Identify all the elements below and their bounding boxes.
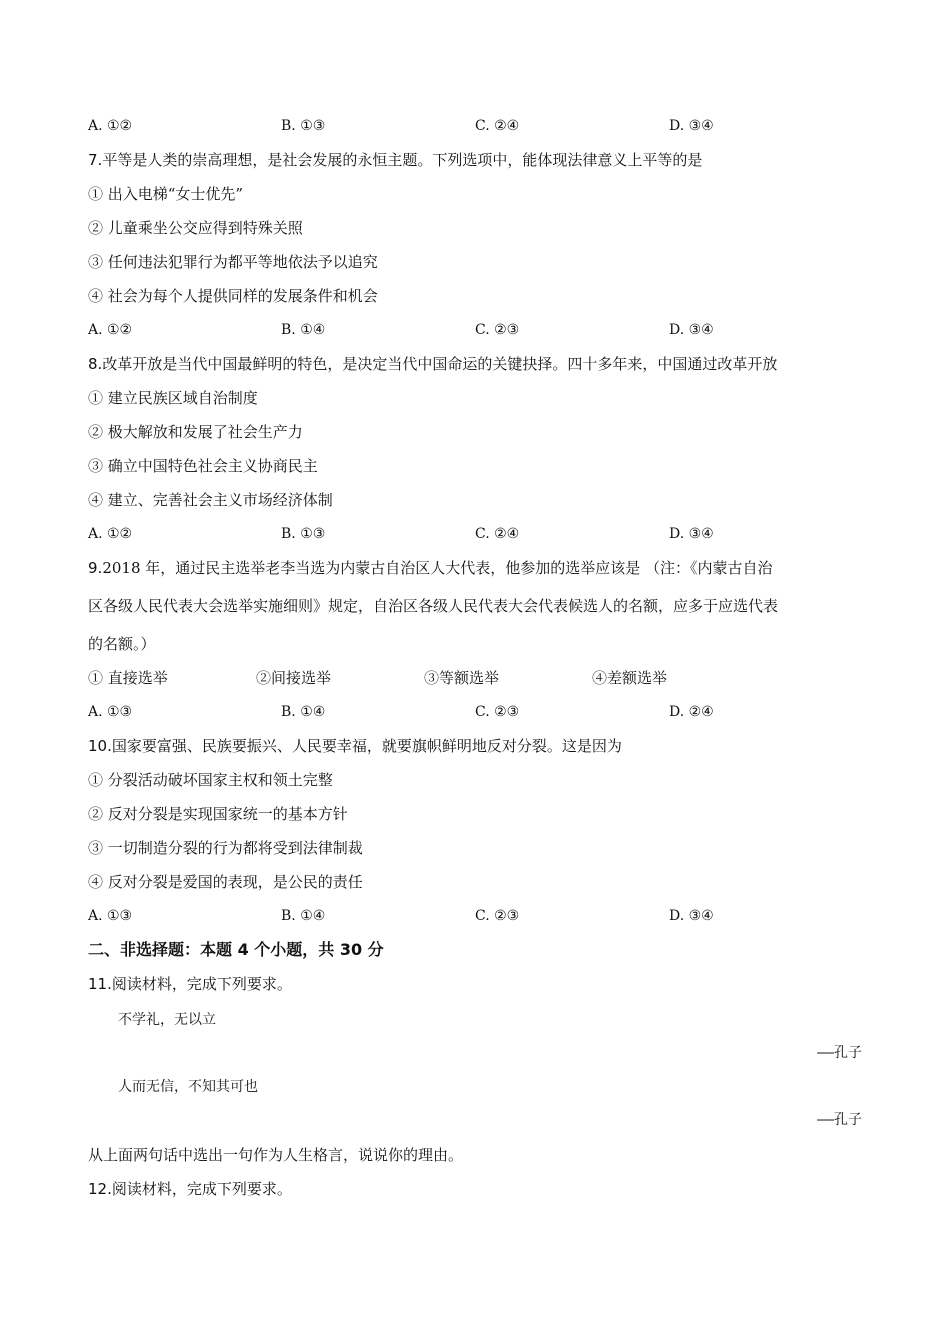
- q10-item-4: ④ 反对分裂是爱国的表现，是公民的责任: [88, 873, 363, 891]
- q10-item-2: ② 反对分裂是实现国家统一的基本方针: [88, 805, 348, 823]
- q9-item-2: ②间接选举: [256, 669, 332, 687]
- q10-number: 10.: [88, 737, 112, 755]
- q9-option-d: D. ②④: [669, 704, 714, 720]
- q7-item-1: ① 出入电梯“女士优先”: [88, 185, 244, 203]
- q6-option-d: D. ③④: [669, 118, 714, 134]
- q8-item-4: ④ 建立、完善社会主义市场经济体制: [88, 491, 333, 509]
- q8-option-b: B. ①③: [281, 526, 326, 542]
- q7-option-d: D. ③④: [669, 322, 714, 338]
- q11-attribution-2: ——孔子: [817, 1112, 862, 1128]
- q7-option-c: C. ②③: [475, 322, 520, 338]
- q10-item-1: ① 分裂活动破坏国家主权和领土完整: [88, 771, 333, 789]
- section-heading: 二、非选择题：本题 4 个小题，共 30 分: [88, 940, 384, 959]
- q8-option-c: C. ②④: [475, 526, 520, 542]
- q8-stem-text: 改革开放是当代中国最鲜明的特色，是决定当代中国命运的关键抉择。四十多年来，中国通过改革开放: [102, 355, 778, 373]
- q9-stem-line-1: [88, 558, 773, 578]
- q7-item-2: ② 儿童乘坐公交应得到特殊关照: [88, 219, 303, 237]
- q6-option-c: C. ②④: [475, 118, 520, 134]
- q9-stem-line-2: 区各级人民代表大会选举实施细则》规定，自治区各级人民代表大会代表候选人的名额，应多于应选代表: [88, 597, 779, 615]
- q11-number: 11.: [88, 975, 112, 993]
- q12-number: 12.: [88, 1180, 112, 1198]
- q6-option-b: B. ①③: [281, 118, 326, 134]
- q10-option-a: A. ①③: [88, 908, 133, 924]
- q7-option-b: B. ①④: [281, 322, 326, 338]
- q7-item-4: ④ 社会为每个人提供同样的发展条件和机会: [88, 287, 378, 305]
- q9-option-c: C. ②③: [475, 704, 520, 720]
- q10-stem-text: 国家要富强、民族要振兴、人民要幸福，就要旗帜鲜明地反对分裂。这是因为: [111, 737, 622, 755]
- q10-item-3: ③ 一切制造分裂的行为都将受到法律制裁: [88, 839, 363, 857]
- q9-item-3: ③等额选举: [424, 669, 500, 687]
- q9-stem-line-3: 的名额。）: [88, 635, 156, 653]
- q8-option-a: A. ①②: [88, 526, 133, 542]
- q9-stem-text-1: 2018 年，通过民主选举老李当选为内蒙古自治区人大代表，他参加的选举应该是 （注：《内蒙古自治: [102, 559, 773, 577]
- q10-option-b: B. ①④: [281, 908, 326, 924]
- q8-number: 8.: [88, 355, 103, 373]
- q9-option-b: B. ①④: [281, 704, 326, 720]
- q11-attribution-1: ——孔子: [817, 1045, 862, 1061]
- q9-item-4: ④差额选举: [592, 669, 668, 687]
- q12-stem: [88, 1179, 292, 1199]
- q8-item-2: ② 极大解放和发展了社会生产力: [88, 423, 303, 441]
- q8-item-1: ① 建立民族区域自治制度: [88, 389, 258, 407]
- q7-stem-text: 平等是人类的崇高理想，是社会发展的永恒主题。下列选项中，能体现法律意义上平等的是: [102, 151, 703, 169]
- q8-option-d: D. ③④: [669, 526, 714, 542]
- q8-item-3: ③ 确立中国特色社会主义协商民主: [88, 457, 318, 475]
- q8-stem: [88, 354, 777, 374]
- q11-quote-2: 人而无信，不知其可也: [118, 1079, 258, 1095]
- q10-option-c: C. ②③: [475, 908, 520, 924]
- q7-option-a: A. ①②: [88, 322, 133, 338]
- q11-task: 从上面两句话中选出一句作为人生格言，说说你的理由。: [88, 1146, 464, 1164]
- q11-stem: [88, 974, 292, 994]
- q11-stem-text: 阅读材料，完成下列要求。: [111, 975, 292, 993]
- q12-stem-text: 阅读材料，完成下列要求。: [111, 1180, 292, 1198]
- q10-stem: [88, 736, 622, 756]
- q9-option-a: A. ①③: [88, 704, 133, 720]
- q7-stem: [88, 150, 702, 170]
- q10-option-d: D. ③④: [669, 908, 714, 924]
- q9-number: 9.: [88, 559, 103, 577]
- q7-number: 7.: [88, 151, 103, 169]
- q6-option-a: A. ①②: [88, 118, 133, 134]
- q9-item-1: ① 直接选举: [88, 669, 168, 687]
- q7-item-3: ③ 任何违法犯罪行为都平等地依法予以追究: [88, 253, 378, 271]
- q11-quote-1: 不学礼，无以立: [118, 1012, 216, 1028]
